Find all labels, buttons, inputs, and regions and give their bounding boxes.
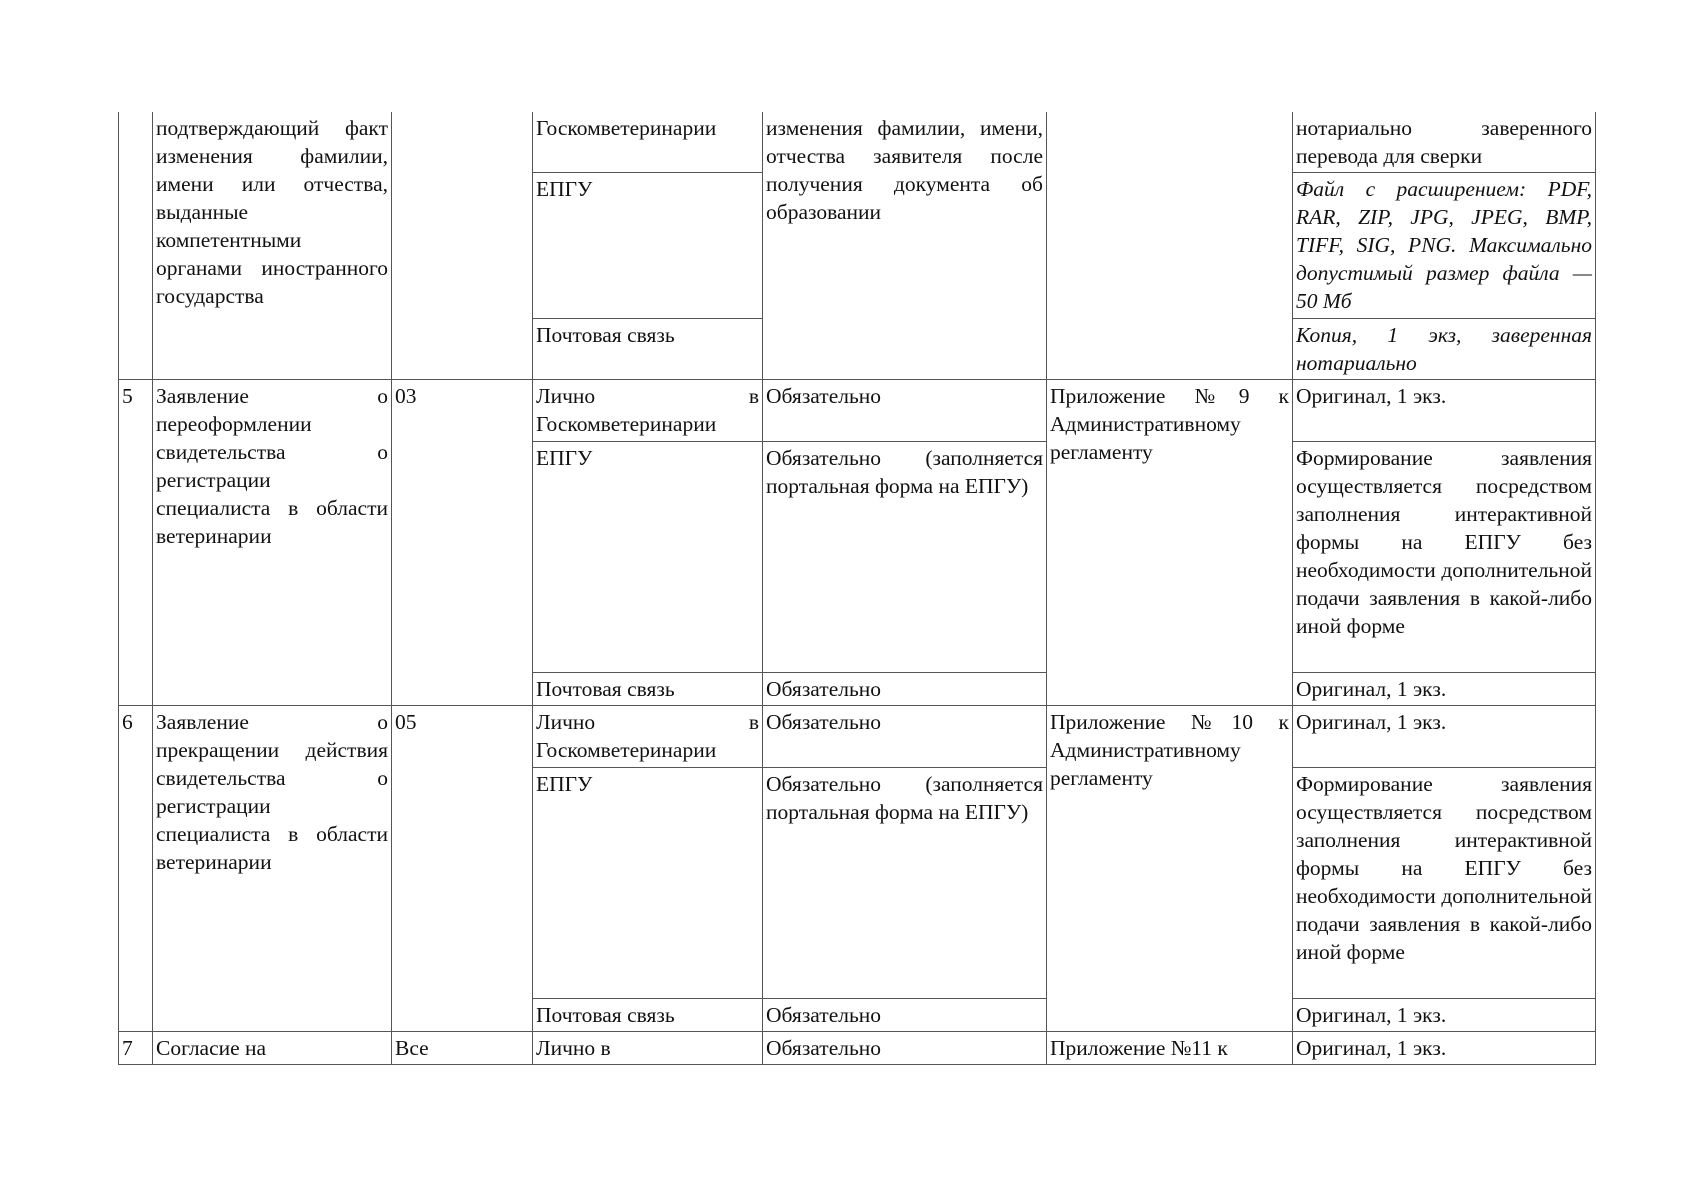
requirement: Обязательно bbox=[763, 380, 1047, 442]
requirement: Обязательно bbox=[763, 673, 1047, 706]
documents-table bbox=[118, 112, 1596, 1065]
document-form: Оригинал, 1 экз. bbox=[1293, 380, 1596, 442]
appendix bbox=[1047, 112, 1293, 380]
submission-method: Почтовая связь bbox=[533, 673, 763, 706]
table-row bbox=[119, 380, 1596, 442]
appendix: Приложение №9 к Административному регламенту bbox=[1047, 380, 1293, 706]
document-form: Оригинал, 1 экз. bbox=[1293, 999, 1596, 1032]
document-name: Заявление о прекращении действия свидетельства о регистрации специалиста в области ветеринарии bbox=[153, 706, 392, 1032]
document-form: Формирование заявления осуществляется посредством заполнения интерактивной формы на ЕПГУ без необходимости дополнительной подачи заявления в какой-либо иной форме bbox=[1293, 768, 1596, 999]
document-code bbox=[392, 112, 533, 380]
document-form: Формирование заявления осуществляется посредством заполнения интерактивной формы на ЕПГУ без необходимости дополнительной подачи заявления в какой-либо иной форме bbox=[1293, 442, 1596, 673]
requirement: Обязательно (заполняется портальная форма на ЕПГУ) bbox=[763, 442, 1047, 673]
submission-method: Лично в bbox=[533, 1032, 763, 1065]
document-code: 05 bbox=[392, 706, 533, 1032]
document-form: нотариально заверенного перевода для сверки bbox=[1293, 112, 1596, 173]
table-row bbox=[119, 706, 1596, 768]
table-row bbox=[119, 1032, 1596, 1065]
document-form: Файл с расширением: PDF, RAR, ZIP, JPG, JPEG, BMP, TIFF, SIG, PNG. Максимально допустимый размер файла — 50 Мб bbox=[1293, 173, 1596, 319]
requirement: изменения фамилии, имени, отчества заявителя после получения документа об образовании bbox=[763, 112, 1047, 380]
requirement: Обязательно bbox=[763, 1032, 1047, 1065]
document-name: Заявление о переоформлении свидетельства о регистрации специалиста в области ветеринарии bbox=[153, 380, 392, 706]
submission-method: Почтовая связь bbox=[533, 319, 763, 380]
row-number: 6 bbox=[119, 706, 153, 1032]
document-form: Оригинал, 1 экз. bbox=[1293, 1032, 1596, 1065]
document-form: Оригинал, 1 экз. bbox=[1293, 706, 1596, 768]
requirement: Обязательно bbox=[763, 999, 1047, 1032]
document-code: Все bbox=[392, 1032, 533, 1065]
row-number bbox=[119, 112, 153, 380]
submission-method: Почтовая связь bbox=[533, 999, 763, 1032]
table-row bbox=[119, 112, 1596, 173]
document-name: подтверждающий факт изменения фамилии, имени или отчества, выданные компетентными органами иностранного государства bbox=[153, 112, 392, 380]
row-number: 5 bbox=[119, 380, 153, 706]
document-code: 03 bbox=[392, 380, 533, 706]
document-form: Копия, 1 экз, заверенная нотариально bbox=[1293, 319, 1596, 380]
submission-method: ЕПГУ bbox=[533, 173, 763, 319]
row-number: 7 bbox=[119, 1032, 153, 1065]
submission-method: Лично в Госкомветеринарии bbox=[533, 380, 763, 442]
submission-method: ЕПГУ bbox=[533, 442, 763, 673]
submission-method: Лично в Госкомветеринарии bbox=[533, 706, 763, 768]
document-name: Согласие на bbox=[153, 1032, 392, 1065]
appendix: Приложение №10 к Административному регламенту bbox=[1047, 706, 1293, 1032]
document-form: Оригинал, 1 экз. bbox=[1293, 673, 1596, 706]
appendix: Приложение №11 к bbox=[1047, 1032, 1293, 1065]
submission-method: Госкомветеринарии bbox=[533, 112, 763, 173]
requirement: Обязательно (заполняется портальная форма на ЕПГУ) bbox=[763, 768, 1047, 999]
submission-method: ЕПГУ bbox=[533, 768, 763, 999]
requirement: Обязательно bbox=[763, 706, 1047, 768]
